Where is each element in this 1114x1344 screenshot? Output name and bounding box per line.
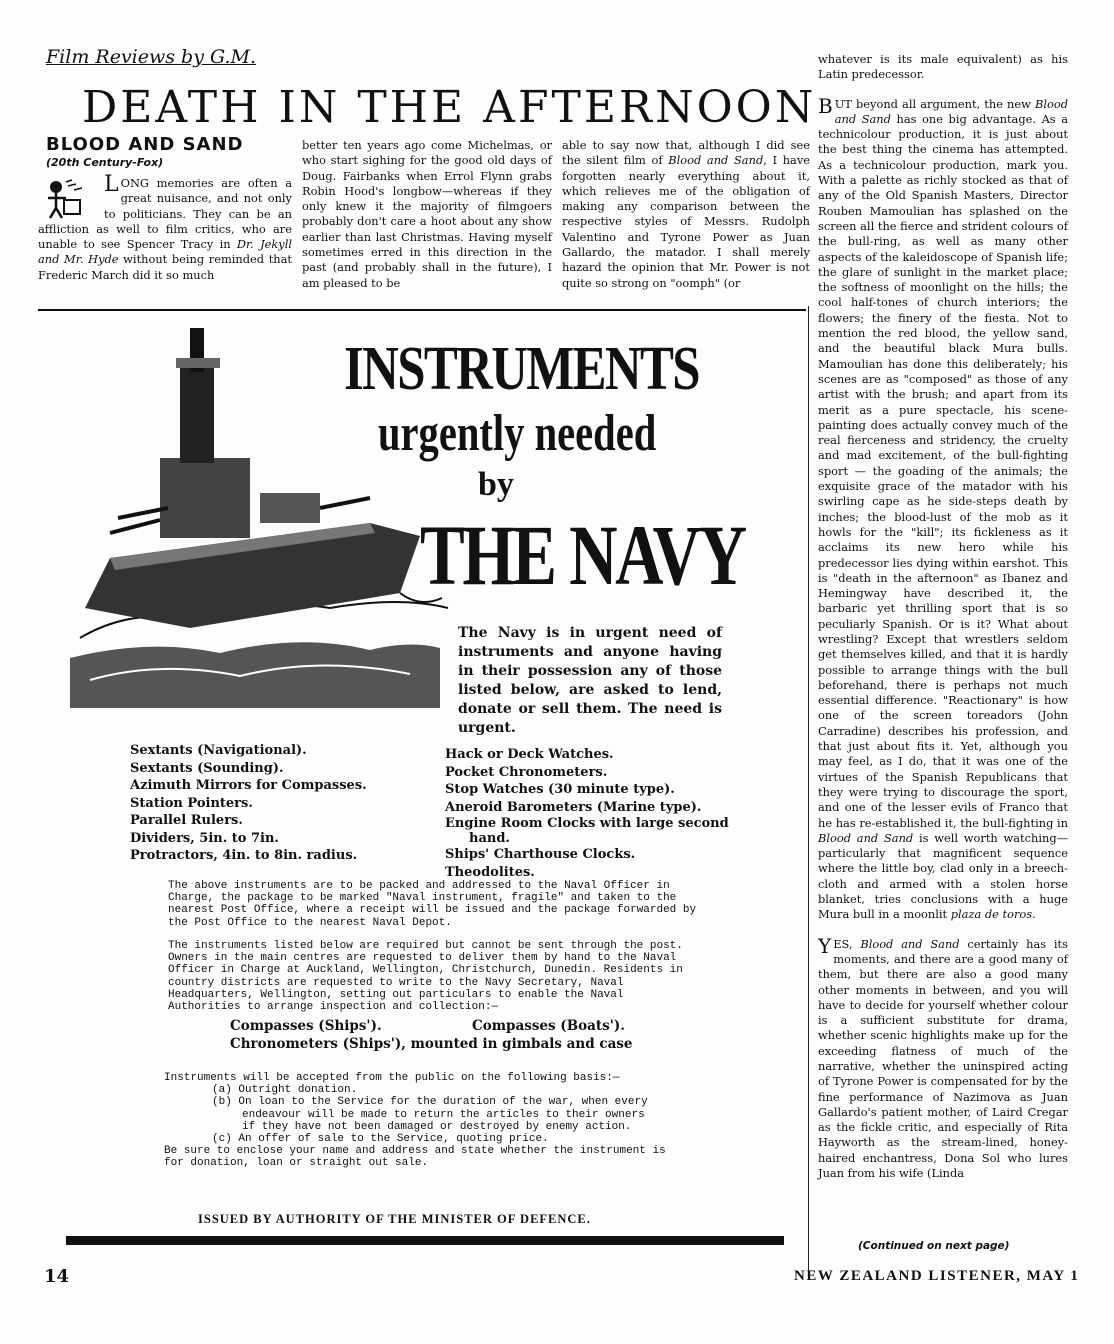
list-item: Hack or Deck Watches. bbox=[445, 747, 614, 762]
publication-footer: NEW ZEALAND LISTENER, MAY 1 bbox=[794, 1268, 1080, 1284]
col3-italic: Blood and Sand bbox=[668, 153, 764, 168]
column-kicker: Film Reviews by G.M. bbox=[46, 46, 257, 68]
col1-text: ONG memories are often a great nuisance, and not only to politicians. They can be an affliction as well to film critics, who are unable to see Spencer Tracy in bbox=[38, 176, 292, 252]
page-headline: DEATH IN THE AFTERNOON bbox=[82, 82, 817, 133]
review-column-4 bbox=[818, 52, 1068, 1181]
list-item: Ships' Charthouse Clocks. bbox=[445, 847, 636, 862]
col2-text: better ten years ago come Michelmas, or who start sighing for the good old days of Doug. Fairbanks when Errol Flynn grabs Robin Hood's longbow—whereas if they only knew it the majority of filmgoers probably don't care a hoot about any show earlier than last Christmas. Having myself sometimes erred in this direction in the past (and probably shall in the future), I am pleased to be bbox=[302, 138, 552, 290]
col4-top: whatever is its male equivalent) as his Latin predecessor. bbox=[818, 52, 1068, 82]
list-item: Station Pointers. bbox=[130, 795, 253, 811]
ad-delivery-instructions: The instruments listed below are required but cannot be sent through the post. Owners in the main centres are requested to deliver them by hand to the Naval Officer in Charge at Auckland, Wellington, Christchurch, Dunedin. Residents in country districts are requested to write to the Navy Secretary, Naval Headquarters, Wellington, setting out particulars to enable the Naval Authorities to arrange inspection and collection:— bbox=[168, 940, 683, 1014]
review-column-1 bbox=[38, 172, 292, 283]
col4-p2-b: has one big advantage. As a technicolour production, it is just about the best thing the cinema has attempted. As a technicolour production, mark you. With a palette as richly stocked as that of any of the Old Spanish Masters, Director Rouben Mamoulian has splashed on the screen all the fierce and strident colours of the bull-ring, as well as many other aspects of the kaleidoscope of Spanish life; the glare of sunlight in the market place; the softness of moonlight on the hills; the cool half-tones of church interiors; the flowers; the finery of the fiesta. Not to mention the red blood, the yellow sand, and the beautiful black Mura bulls. Mamoulian has done this deliberately; his scenes are as "composed" as those of any artist with the brush; and apart from its merit as a pure spectacle, his scene-painting does actually convey much of the real fierceness and stridency, the cruelty and mad excitement, of the bull-fighting sport — the goading of the animals; the exquisite grace of the matador with his swirling cape as he side-steps death by inches; the blood-lust of the mob as it howls for the "kill"; its fickleness as it acclaims its new hero while his predecessor lies dying within earshot. This is "death in the afternoon" as Ibanez and Hemingway have described it, the barbaric yet thrilling sport that is so peculiarly Spanish. Or is it? What about wrestling? Except that wrestlers seldom get themselves killed, and that it is hardly possible to arrange things with the bull beforehand, there is perhaps not much essential difference. "Reactionary" is how one of the screen toreadors (John Carradine) describes his profession, and that just about fits it. Yet, although you may feel, as I do, that it was one of the virtues of the Spanish Republicans that they were trying to discourage the sport, and one of the lesser evils of Franco that he has re-established it, the bull-fighting in bbox=[818, 111, 1069, 830]
list-item: Parallel Rulers. bbox=[130, 813, 243, 828]
ad-bottom-bar bbox=[66, 1236, 784, 1245]
acceptance-basis bbox=[164, 1072, 704, 1170]
col4-p2-i3: plaza de toros. bbox=[950, 907, 1036, 922]
vertical-rule bbox=[808, 306, 809, 1276]
compasses-ships: Compasses (Ships'). bbox=[230, 1018, 382, 1034]
basis-b3: if they have not been damaged or destroyed by enemy action. bbox=[242, 1120, 632, 1133]
chronometers-ships: Chronometers (Ships'), mounted in gimbals and case bbox=[230, 1036, 633, 1052]
basis-c: (c) An offer of sale to the Service, quoting price. bbox=[212, 1133, 549, 1146]
drop-cap-b: B bbox=[818, 93, 833, 118]
ad-title-navy: THE NAVY bbox=[420, 507, 745, 603]
ad-intro: The Navy is in urgent need of instruments and anyone having in their possession any of those listed below, are asked to lend, donate or sell them. The need is urgent. bbox=[458, 625, 722, 736]
col3-a: able to say now that, although I did see the silent film of bbox=[562, 138, 810, 168]
list-item: Theodolites. bbox=[445, 864, 535, 880]
continued-note: (Continued on next page) bbox=[858, 1240, 1010, 1252]
compasses-boats: Compasses (Boats'). bbox=[472, 1018, 625, 1034]
review-column-3 bbox=[562, 138, 810, 291]
issued-by-authority: ISSUED BY AUTHORITY OF THE MINISTER OF DEFENCE. bbox=[198, 1212, 591, 1226]
list-item: Sextants (Sounding). bbox=[130, 760, 284, 776]
ad-packing-instructions: The above instruments are to be packed and addressed to the Naval Officer in Charge, the package to be marked "Naval instrument, fragile" and taken to the nearest Post Office, where a receipt will be issued and the package forwarded by the Post Office to the nearest Naval Depot. bbox=[168, 880, 697, 929]
list-item: Pocket Chronometers. bbox=[445, 764, 608, 780]
list-item: hand. bbox=[469, 831, 510, 846]
instrument-list-right bbox=[445, 746, 729, 881]
review-title: BLOOD AND SAND bbox=[46, 134, 244, 155]
list-item: Protractors, 4in. to 8in. radius. bbox=[130, 848, 358, 863]
drop-cap-y: Y bbox=[818, 933, 832, 958]
jekyll-hyde-icon bbox=[44, 178, 88, 220]
ad-title-instruments: INSTRUMENTS bbox=[344, 335, 699, 403]
ad-title-by: by bbox=[478, 466, 514, 503]
col3-b: , I have forgotten nearly everything about it, which relieves me of the obligation of making any comparison between the respective styles of Messrs. Rudolph Valentino and Tyrone Power as Juan Gallardo, the matador. I shall merely hazard the opinion that Mr. Power is not quite so strong on "oomph" (or bbox=[562, 153, 810, 290]
col4-p2-i2: Blood and Sand bbox=[818, 830, 914, 845]
list-item: Azimuth Mirrors for Compasses. bbox=[130, 778, 367, 793]
col4-p3-b: certainly has its moments, and there are a good many of them, but there are also a good many other moments in between, and you will have to decide for yourself whether colour is a sufficient substitute for drama, whether scenic highlights make up for the exceeding flatness of much of the narrative, whether the uninspired acting of Tyrone Power is compensated for by the fine performance of Nazimova as Juan Gallardo's patient mother, of Laird Cregar as the fickle critic, and especially of Rita Hayworth as the stream-lined, honey-haired enchantress, Dona Sol who lures Juan from his wife (Linda bbox=[818, 936, 1068, 1181]
list-item: Engine Room Clocks with large second bbox=[445, 816, 729, 831]
list-item: Dividers, 5in. to 7in. bbox=[130, 830, 279, 846]
basis-b1: (b) On loan to the Service for the duration of the war, when every bbox=[212, 1096, 648, 1109]
list-item: Sextants (Navigational). bbox=[130, 743, 307, 758]
basis-b2: endeavour will be made to return the articles to their owners bbox=[242, 1108, 645, 1121]
col4-p3-i: Blood and Sand bbox=[860, 936, 960, 951]
col1-end: without being reminded that Frederic March did it so much bbox=[38, 252, 292, 282]
basis-intro: Instruments will be accepted from the public on the following basis:— bbox=[164, 1072, 620, 1084]
basis-a: (a) Outright donation. bbox=[212, 1084, 358, 1097]
drop-cap: L bbox=[104, 172, 119, 197]
review-column-2 bbox=[302, 138, 552, 291]
list-item: Stop Watches (30 minute type). bbox=[445, 782, 675, 797]
ad-title-urgent: urgently needed bbox=[378, 405, 657, 462]
list-item: Aneroid Barometers (Marine type). bbox=[445, 799, 702, 815]
col1-italic: Dr. Jekyll and Mr. Hyde bbox=[38, 237, 292, 267]
col4-p2-c: is well worth watching—particularly that magnificent sequence where the little boy, clad only in a breech-cloth and armed with a stolen horse blanket, tries conclusions with a huge Mura bull in a moonlit bbox=[818, 830, 1068, 922]
col4-p2-a: UT beyond all argument, the new bbox=[834, 96, 1035, 111]
page-number: 14 bbox=[44, 1266, 70, 1287]
instrument-list-left bbox=[130, 742, 367, 865]
col4-p3-a: ES, bbox=[833, 936, 861, 951]
basis-end: Be sure to enclose your name and address and state whether the instrument is for donation, loan or straight out sale. bbox=[164, 1145, 666, 1170]
review-studio: (20th Century-Fox) bbox=[46, 156, 164, 169]
col4-p2-i: Blood and Sand bbox=[834, 96, 1068, 126]
